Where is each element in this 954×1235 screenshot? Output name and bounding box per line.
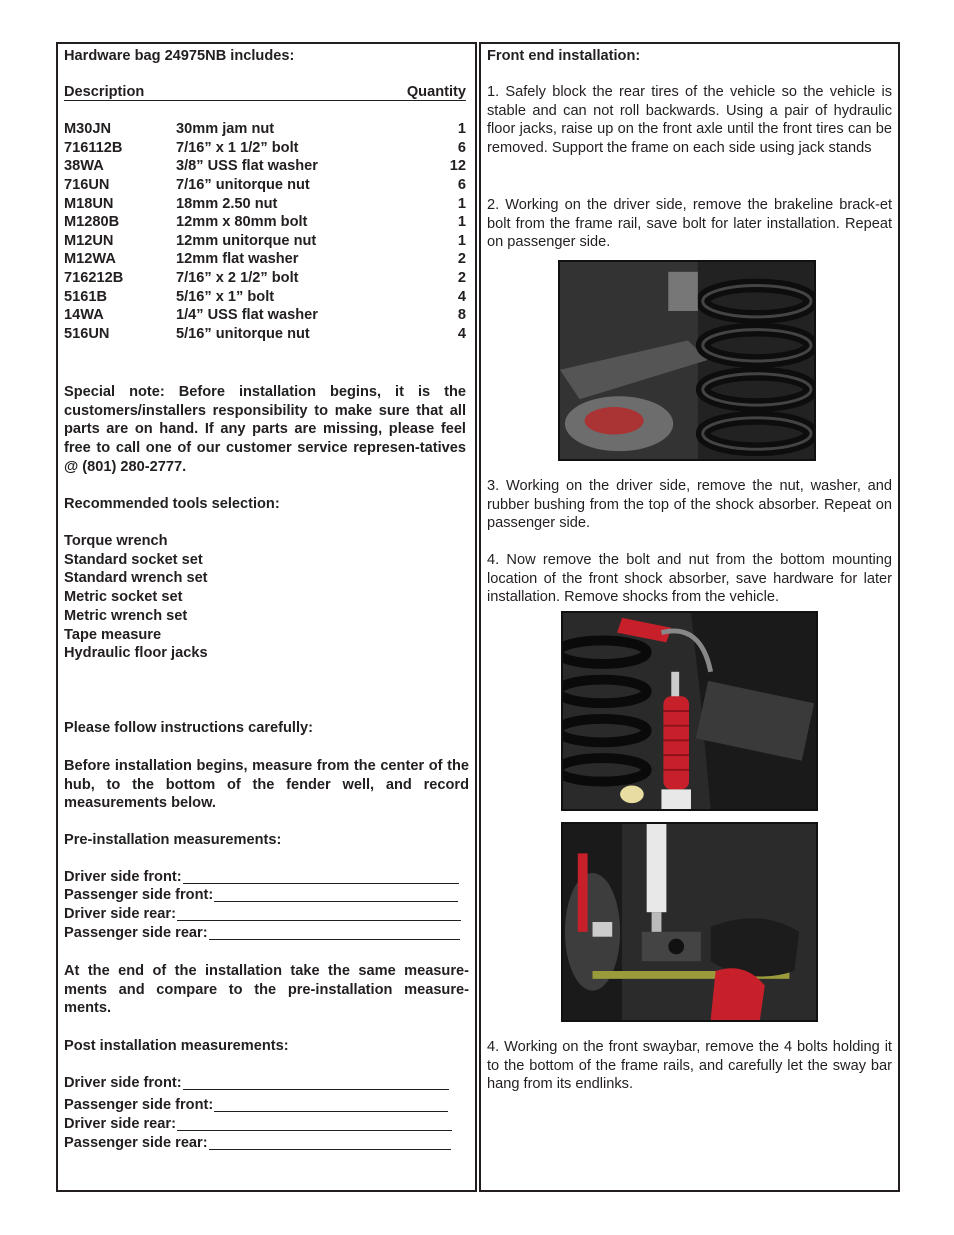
hardware-desc: 5/16” x 1” bolt	[176, 289, 275, 305]
hardware-row	[64, 326, 466, 345]
step-3: 3. Working on the driver side, remove the nut, washer, and rubber bushing from the top of the shock absorber. Repeat on passenger side.	[487, 478, 892, 532]
hardware-code: M18UN	[64, 196, 114, 212]
hardware-qty: 1	[457, 214, 466, 230]
special-note: Special note: Before installation begins, it is the customers/installers responsibility to make sure that all parts are on hand. If any parts are missing, please feel free to call one of our customer service represen-tatives @ (801) 280-2777.	[64, 384, 466, 475]
measure-label: Driver side front:	[64, 869, 182, 885]
hardware-qty: 12	[449, 158, 466, 174]
front-install-title: Front end installation:	[487, 48, 641, 64]
hardware-qty: 2	[457, 270, 466, 286]
description-header: Description	[64, 84, 145, 100]
hardware-row	[64, 233, 466, 252]
hardware-qty: 1	[457, 121, 466, 137]
hardware-qty: 1	[457, 233, 466, 249]
hardware-qty: 6	[457, 177, 466, 193]
hardware-code: 516UN	[64, 326, 110, 342]
measure-blank-line[interactable]	[183, 869, 459, 884]
hardware-desc: 12mm unitorque nut	[176, 233, 317, 249]
hardware-desc: 3/8” USS flat washer	[176, 158, 318, 174]
step-4a: 4. Now remove the bolt and nut from the bottom mounting location of the front shock absorber, save hardware for later installation. Remove shocks from the vehicle.	[487, 552, 892, 606]
hardware-row	[64, 158, 466, 177]
hardware-row	[64, 121, 466, 140]
measure-label: Passenger side rear:	[64, 925, 208, 941]
tool-item: Standard socket set	[64, 551, 203, 568]
pre-measure-row	[64, 869, 459, 888]
tools-title: Recommended tools selection:	[64, 496, 280, 512]
tool-item: Metric socket set	[64, 589, 183, 606]
pre-measure-row	[64, 925, 460, 944]
hardware-desc: 12mm x 80mm bolt	[176, 214, 308, 230]
tool-item: Standard wrench set	[64, 570, 208, 587]
hardware-desc: 7/16” unitorque nut	[176, 177, 310, 193]
hardware-row	[64, 140, 466, 159]
hardware-row	[64, 289, 466, 308]
tool-item: Torque wrench	[64, 533, 168, 549]
hardware-code: 716112B	[64, 140, 123, 156]
measure-blank-line[interactable]	[214, 1097, 448, 1112]
hardware-row	[64, 196, 466, 215]
follow-instructions: Please follow instructions carefully:	[64, 720, 313, 736]
measure-label: Driver side rear:	[64, 906, 176, 922]
hardware-qty: 1	[457, 196, 466, 212]
measure-label: Passenger side rear:	[64, 1135, 208, 1151]
hardware-code: M12UN	[64, 233, 114, 249]
tool-item: Metric wrench set	[64, 607, 188, 624]
hardware-row	[64, 251, 466, 270]
hardware-table-header	[64, 84, 466, 103]
hardware-qty: 4	[457, 289, 466, 305]
hardware-desc: 7/16” x 2 1/2” bolt	[176, 270, 299, 286]
measure-blank-line[interactable]	[183, 1075, 449, 1090]
post-measure-row	[64, 1116, 452, 1135]
hardware-qty: 4	[457, 326, 466, 342]
before-measure-note: Before installation begins, measure from the center of the hub, to the bottom of the fender well, and record measurements below.	[64, 758, 469, 812]
hardware-code: 14WA	[64, 307, 104, 323]
measure-label: Driver side front:	[64, 1075, 182, 1091]
measure-blank-line[interactable]	[214, 887, 458, 902]
hardware-row	[64, 214, 466, 233]
hardware-code: 716UN	[64, 177, 110, 193]
step-1: 1. Safely block the rear tires of the vehicle so the vehicle is stable and can not roll backwards. Using a pair of hydraulic floor jacks, raise up on the front axle until the front tires can be removed. Support the frame on each side using jack stands	[487, 84, 892, 157]
hardware-code: M30JN	[64, 121, 112, 137]
hardware-desc: 18mm 2.50 nut	[176, 196, 278, 212]
hardware-title: Hardware bag 24975NB includes:	[64, 48, 295, 64]
end-note: At the end of the installation take the same measure-ments and compare to the pre-installation measure-ments.	[64, 963, 469, 1017]
post-measure-title: Post installation measurements:	[64, 1038, 289, 1054]
tool-item: Hydraulic floor jacks	[64, 645, 208, 662]
pre-measure-row	[64, 906, 461, 925]
measure-label: Driver side rear:	[64, 1116, 176, 1132]
pre-measure-row	[64, 887, 458, 906]
hardware-code: 38WA	[64, 158, 104, 174]
quantity-header: Quantity	[406, 84, 466, 100]
tool-item: Tape measure	[64, 626, 162, 643]
hardware-qty: 8	[457, 307, 466, 323]
photo-shock-absorber	[561, 611, 818, 811]
hardware-qty: 6	[457, 140, 466, 156]
measure-blank-line[interactable]	[177, 906, 461, 921]
measure-blank-line[interactable]	[209, 925, 460, 940]
measure-blank-line[interactable]	[177, 1116, 452, 1131]
hardware-row	[64, 270, 466, 289]
post-measure-row	[64, 1097, 448, 1116]
hardware-qty: 2	[457, 251, 466, 267]
hardware-row	[64, 307, 466, 326]
post-measure-row	[64, 1075, 449, 1094]
hardware-desc: 7/16” x 1 1/2” bolt	[176, 140, 299, 156]
hardware-desc: 1/4” USS flat washer	[176, 307, 318, 323]
step-4b: 4. Working on the front swaybar, remove the 4 bolts holding it to the bottom of the frame rails, and carefully let the sway bar hang from its endlinks.	[487, 1039, 892, 1093]
photo-shock-lower-bolt	[561, 822, 818, 1022]
hardware-desc: 12mm flat washer	[176, 251, 299, 267]
measure-blank-line[interactable]	[209, 1135, 451, 1150]
hardware-code: 5161B	[64, 289, 108, 305]
hardware-desc: 30mm jam nut	[176, 121, 275, 137]
measure-label: Passenger side front:	[64, 1097, 214, 1113]
measure-label: Passenger side front:	[64, 887, 214, 903]
pre-measure-title: Pre-installation measurements:	[64, 832, 282, 848]
hardware-code: M1280B	[64, 214, 120, 230]
hardware-code: 716212B	[64, 270, 124, 286]
photo-brakeline-bracket	[558, 260, 816, 461]
hardware-row	[64, 177, 466, 196]
step-2: 2. Working on the driver side, remove the brakeline brack-et bolt from the frame rail, save bolt for later installation. Repeat on passenger side.	[487, 197, 892, 251]
hardware-code: M12WA	[64, 251, 116, 267]
hardware-desc: 5/16” unitorque nut	[176, 326, 310, 342]
post-measure-row	[64, 1135, 451, 1154]
